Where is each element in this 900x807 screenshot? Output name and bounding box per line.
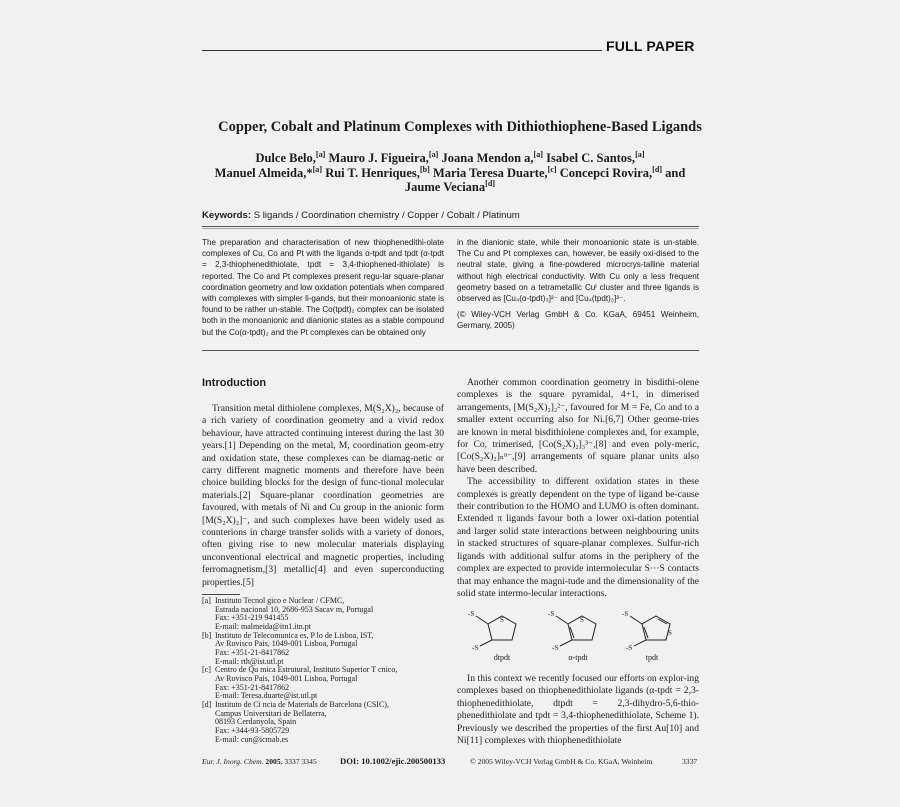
tpdt-structure-icon	[622, 610, 672, 652]
footer-doi: DOI: 10.1002/ejic.200500133	[340, 756, 446, 766]
paragraph: Transition metal dithiolene complexes, M(S₂X)₂, because of a rich variety of coordination geometry and a vivid redox behaviour, have attracted continuing interest during the last 30 years.[1] Depending on the metal, M, coordination geom-etry and oxidation state, these complexes can be diamag-netic or carry different magnetic moments and therefore have been choice building blocks for the design of func-tional molecular materials.[2] Square-planar coordination geometries are favoured, with metals of Ni and Cu group in the anionic form [M(S₂X)₂]⁻, and such complexes have been widely used as counterions in charge transfer solids with a variety of donors, often giving rise to new molecular materials displaying unconventional electrical and magnetic properties, including ferromagnetism,[3] metallic[4] and even superconducting properties.[5]	[202, 403, 444, 588]
paragraph: Another common coordination geometry in bisdithi-olene complexes is the square pyramidal, 4+1, in dimerised arrangements, [M(S₂X)₂]₂²⁻, favoured for M = Fe, Co and to a smaller extent occurring also for Ni.[6,7] Other geome-tries are known in metal bisdithiolene complexes and, for example, for Co, trimerised, [Co(S₂X)₂]₃³⁻,[8] and even poly-meric, [Co(S₂X)₂]ₙⁿ⁻,[9] arrangements of square planar units also have been described.	[457, 377, 699, 475]
header-rule	[202, 50, 602, 51]
alpha-tpdt-structure-icon	[548, 610, 596, 652]
scheme-label-dtpdt: dtpdt	[493, 653, 511, 662]
svg-text:-S: -S	[468, 610, 475, 618]
paragraph: The accessibility to different oxidation states in these complexes is greatly dependent on the type of ligand be-cause their contribution to the HOMO and LUMO is often dominant. Extended π ligands favour both a lower oxi-dation potential and larger solid state interactions between neighbouring units in stacked structures of square-planar complexes. Sulfur-rich ligands with additional sulfur atoms in the periphery of the complex are expected to provide intermolecular S···S contacts that may enhance the magni-tude and the dimensionality of the solid state intermo-lecular interactions.	[457, 476, 699, 599]
svg-text:-S: -S	[472, 644, 479, 652]
abstract-right: in the dianionic state, while their monoanionic state is un-stable. The Cu and Pt complexes can, however, be easily oxi-dised to the neutral state, giving a fine-powdered microcrys-talline material without high electrical conductivity. With Cu only a less frequent geometry based on a tetrametallic Cuᴵ cluster and three ligands is observed as [Cu₄(α-tpdt)₃]²⁻ and [Cu₄(tpdt)₃]²⁻. (© Wiley-VCH Verlag GmbH & Co. KGaA, 69451 Weinheim, Germany, 2005)	[457, 238, 699, 331]
svg-text:-S: -S	[548, 610, 555, 618]
footer-copyright: © 2005 Wiley-VCH Verlag GmbH & Co. KGaA, Weinheim	[470, 757, 653, 766]
scheme-label-tpdt: tpdt	[645, 653, 659, 662]
intro-right-column-continued	[457, 673, 699, 747]
keywords: Keywords: S ligands / Coordination chemistry / Copper / Cobalt / Platinum	[202, 210, 520, 221]
abstract-left: The preparation and characterisation of new thiophenedithi-olate complexes of Cu, Co and Pt with the ligands α-tpdt and tpdt (α-tpdt = 2,3-thiophenedithiolate, tpdt = 3,4-thiophened-ithiolate) is reported. The Co and Pt complexes present regu-lar square-planar coordination geometry and low oxidation potentials when compared with complexes with simpler li-gands, but their monoanionic state is found to be rather un-stable. The Co(tpdt)₂ complex can be isolated both in the monoanionic and dianionic states as a stable compound but the Co(α-tpdt)₂ and the Pt complexes can be obtained only	[202, 238, 444, 337]
page-number: 3337	[682, 757, 698, 766]
abstract-copyright: (© Wiley-VCH Verlag GmbH & Co. KGaA, 69451 Weinheim, Germany, 2005)	[457, 310, 699, 331]
intro-right-column	[457, 377, 699, 600]
svg-text:-S: -S	[552, 644, 559, 652]
paper-title: Copper, Cobalt and Platinum Complexes with Dithiothiophene-Based Ligands	[218, 119, 702, 135]
paragraph: In this context we recently focused our efforts on explor-ing complexes based on thiophenedithiolate ligands (α-tpdt = 2,3-thiophenedithiolate, dtpdt = 2,3-dihydro-5,6-thio-phenedithiolate and tpdt = 3,4-thiophenedithiolate, Scheme 1). Previously we described the properties of the first Au[10] and Ni[11] complexes with thiophenedithiolate	[457, 673, 699, 747]
scheme-label-alpha-tpdt: α-tpdt	[568, 653, 588, 662]
footnote-b: [b] Instituto de Telecomunica es, P lo de Lisboa, IST, Av Rovisco Pais, 1049-001 Lisboa, Portugal Fax: +351-21-8417862 E-mail: rth@ist.utl.pt	[202, 630, 374, 666]
footer-citation: Eur. J. Inorg. Chem. 2005, 3337 3345	[202, 757, 317, 766]
keywords-rule-secondary	[202, 228, 699, 229]
affiliation-footnotes	[202, 597, 447, 744]
section-heading: Introduction	[202, 377, 267, 389]
footnote-c: [c] Centro de Qu mica Estrutural, Instituto Superior T cnico, Av Rovisco Pais, 1049-001 Lisboa, Portugal Fax: +351-21-8417862 E-mail: Teresa.duarte@ist.utl.pt	[202, 665, 398, 701]
abstract-rule	[202, 350, 699, 351]
footnote-a: [a] Instituto Tecnol gico e Nuclear / CFMC, Estrada nacional 10, 2686-953 Sacav m, Portugal Fax: +351-219 941455 E-mail: malmeida@itn1.itn.pt	[202, 596, 374, 631]
intro-left-column	[202, 403, 444, 589]
keywords-rule	[202, 226, 699, 227]
dtpdt-structure-icon	[468, 610, 516, 652]
author-line-3: Jaume Veciana[d]	[404, 178, 496, 194]
svg-text:-S: -S	[622, 610, 629, 618]
svg-text:S: S	[580, 616, 584, 624]
footnote-rule	[202, 594, 240, 595]
author-list	[195, 151, 705, 195]
svg-text:S: S	[500, 616, 504, 624]
section-label: FULL PAPER	[606, 38, 695, 54]
footnote-d: [d] Instituto de Ci ncia de Materials de Barcelona (CSIC), Campus Universitari de Bellaterra, 08193 Cerdanyola, Spain Fax: +344-93-5805729 E-mail: cun@icmab.es	[202, 699, 389, 744]
svg-text:-S: -S	[626, 644, 633, 652]
author-line-2: Manuel Almeida,*[a] Rui T. Henriques,[b] Maria Teresa Duarte,[c] Concepci Rovira,[d] and	[214, 164, 686, 180]
svg-text:S: S	[668, 629, 672, 637]
author-line-1: Dulce Belo,[a] Mauro J. Figueira,[a] Joana Mendon a,[a] Isabel C. Santos,[a]	[255, 149, 645, 165]
